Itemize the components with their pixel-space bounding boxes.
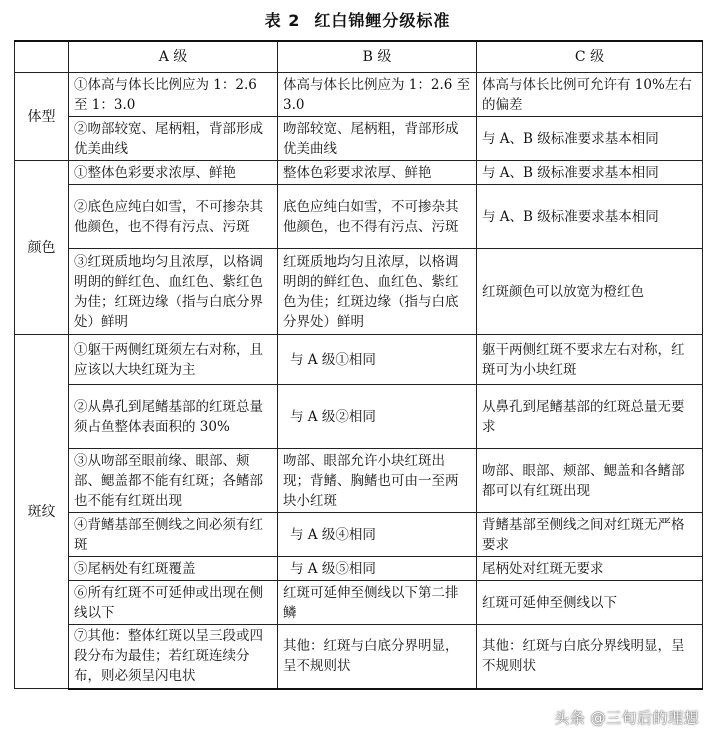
cell-grade-c: 尾柄处对红斑无要求 — [477, 557, 703, 581]
table-caption: 红白锦鲤分级标准 — [314, 11, 451, 30]
column-header-a: A 级 — [69, 41, 278, 73]
cell-grade-a: ①体高与体长比例应为 1：2.6 至 1：3.0 — [69, 73, 278, 117]
table-row — [15, 557, 703, 581]
table-row — [15, 581, 703, 625]
cell-grade-c: 从鼻孔到尾鳍基部的红斑总量无要求 — [477, 385, 703, 449]
cell-grade-c: 与 A、B 级标准要求基本相同 — [477, 161, 703, 185]
table-row — [15, 335, 703, 385]
cell-grade-b: 与 A 级①相同 — [278, 335, 477, 385]
table-row — [15, 161, 703, 185]
cell-grade-a: ③从吻部至眼前缘、眼部、颊部、鳃盖都不能有红斑；各鳍部也不能有红斑出现 — [69, 449, 278, 513]
cell-grade-c: 吻部、眼部、颊部、鳃盖和各鳍部都可以有红斑出现 — [477, 449, 703, 513]
cell-grade-c: 红斑可延伸至侧线以下 — [477, 581, 703, 625]
cell-grade-c: 与 A、B 级标准要求基本相同 — [477, 117, 703, 161]
cell-grade-b: 与 A 级②相同 — [278, 385, 477, 449]
cell-grade-c: 躯干两侧红斑不要求左右对称，红斑可为小块红斑 — [477, 335, 703, 385]
watermark: 头条 @三旬后的理想 — [554, 709, 699, 727]
table-row — [15, 385, 703, 449]
cell-grade-c: 其他：红斑与白底分界线明显，呈不规则状 — [477, 625, 703, 689]
table-row — [15, 449, 703, 513]
column-header-c: C 级 — [477, 41, 703, 73]
table-row — [15, 625, 703, 689]
cell-grade-a: ⑤尾柄处有红斑覆盖 — [69, 557, 278, 581]
cell-grade-a: ⑦其他：整体红斑以呈三段或四段分布为最佳；若红斑连续分布，则必须呈闪电状 — [69, 625, 278, 689]
cell-grade-a: ①躯干两侧红斑须左右对称，且应该以大块红斑为主 — [69, 335, 278, 385]
cell-grade-a: ①整体色彩要求浓厚、鲜艳 — [69, 161, 278, 185]
column-header-b: B 级 — [278, 41, 477, 73]
cell-grade-b: 整体色彩要求浓厚、鲜艳 — [278, 161, 477, 185]
cell-grade-c: 与 A、B 级标准要求基本相同 — [477, 185, 703, 249]
table-row — [15, 117, 703, 161]
cell-grade-a: ③红斑质地均匀且浓厚，以格调明朗的鲜红色、血红色、紫红色为佳；红斑边缘（指与白底分界处）鲜明 — [69, 249, 278, 335]
cell-grade-a: ②从鼻孔到尾鳍基部的红斑总量须占鱼整体表面积的 30% — [69, 385, 278, 449]
table-number: 表 2 — [264, 11, 301, 30]
cell-grade-b: 吻部、眼部允许小块红斑出现；背鳍、胸鳍也可由一至两块小红斑 — [278, 449, 477, 513]
cell-grade-b: 红斑质地均匀且浓厚，以格调明朗的鲜红色、血红色、紫红色为佳；红斑边缘（指与白底分界处）鲜明 — [278, 249, 477, 335]
cell-grade-b: 体高与体长比例应为 1：2.6 至 3.0 — [278, 73, 477, 117]
cell-grade-b: 其他：红斑与白底分界明显，呈不规则状 — [278, 625, 477, 689]
cell-grade-b: 红斑可延伸至侧线以下第二排鳞 — [278, 581, 477, 625]
cell-grade-a: ④背鳍基部至侧线之间必须有红斑 — [69, 513, 278, 557]
category-pattern: 斑纹 — [15, 335, 69, 689]
table-row — [15, 73, 703, 117]
cell-grade-b: 与 A 级⑤相同 — [278, 557, 477, 581]
cell-grade-b: 底色应纯白如雪，不可掺杂其他颜色，也不得有污点、污斑 — [278, 185, 477, 249]
corner-cell — [15, 41, 69, 73]
category-body-shape: 体型 — [15, 73, 69, 161]
cell-grade-c: 红斑颜色可以放宽为橙红色 — [477, 249, 703, 335]
cell-grade-b: 与 A 级④相同 — [278, 513, 477, 557]
table-row — [15, 185, 703, 249]
cell-grade-b: 吻部较宽、尾柄粗，背部形成优美曲线 — [278, 117, 477, 161]
table-title — [0, 8, 715, 31]
table-row — [15, 513, 703, 557]
cell-grade-a: ②底色应纯白如雪，不可掺杂其他颜色，也不得有污点、污斑 — [69, 185, 278, 249]
cell-grade-c: 体高与体长比例可允许有 10%左右的偏差 — [477, 73, 703, 117]
cell-grade-c: 背鳍基部至侧线之间对红斑无严格要求 — [477, 513, 703, 557]
grading-table — [14, 40, 703, 690]
table-row — [15, 249, 703, 335]
cell-grade-a: ⑥所有红斑不可延伸或出现在侧线以下 — [69, 581, 278, 625]
header-row — [15, 41, 703, 73]
category-color: 颜色 — [15, 161, 69, 335]
cell-grade-a: ②吻部较宽、尾柄粗，背部形成优美曲线 — [69, 117, 278, 161]
